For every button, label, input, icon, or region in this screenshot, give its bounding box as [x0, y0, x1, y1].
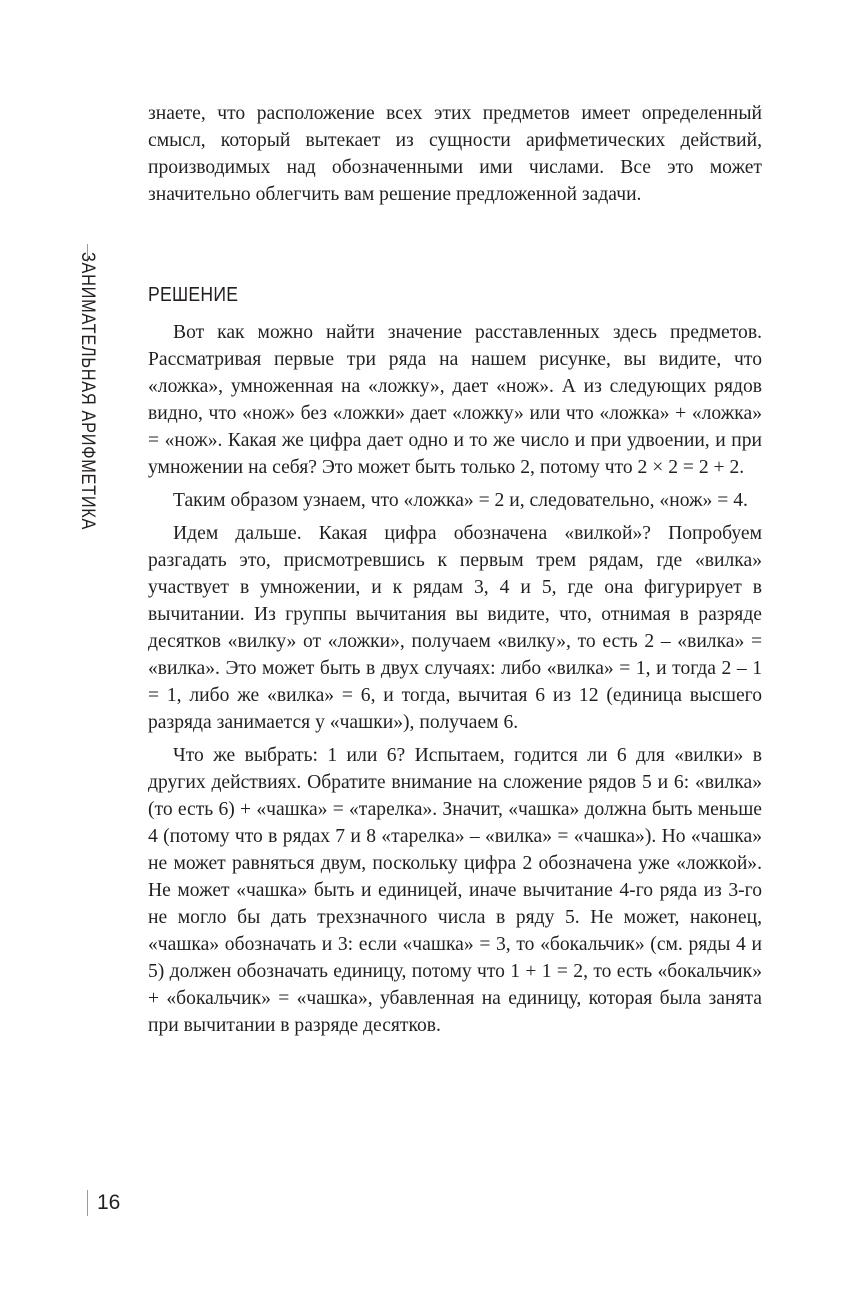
- paragraph-2: Таким образом узнаем, что «ложка» = 2 и, следовательно, «нож» = 4.: [173, 490, 748, 511]
- page-number: 16: [97, 1191, 121, 1214]
- page-number-rule: [87, 1190, 88, 1216]
- paragraph-3: Идем дальше. Какая цифра обозначена «вилкой»? Попробуем разгадать это, присмотревшись к первым трем рядам, где «вилка» участвует в умножении, и к рядам 3, 4 и 5, где она фигурирует в вычитании. Из группы вычитания вы видите, что, отнимая в разряде десятков «вилку» от «ложки», получаем «вилку», то есть 2 – «вилка» = «вилка». Это может быть в двух случаях: либо «вилка» = 1, и тогда 2 – 1 = 1, либо же «вилка» = 6, и тогда, вычитая 6 из 12 (единица высшего разряда занимается у «чашки»), получаем 6.: [148, 523, 762, 733]
- paragraph-4: Что же выбрать: 1 или 6? Испытаем, годится ли 6 для «вилки» в других действиях. Обратите внимание на сложение рядов 5 и 6: «вилка» (то есть 6) + «чашка» = «тарелка». Значит, «чашка» должна быть меньше 4 (потому что в рядах 7 и 8 «тарелка» – «вилка» = «чашка»). Но «чашка» не может равняться двум, поскольку цифра 2 обозначена уже «ложкой». Не может «чашка» быть и единицей, иначе вычитание 4-го ряда из 3-го не могло бы дать трехзначного числа в ряду 5. Не может, наконец, «чашка» обозначать и 3: если «чашка» = 3, то «бокальчик» (см. ряды 4 и 5) должен обозначать единицу, потому что 1 + 1 = 2, то есть «бокальчик» + «бокальчик» = «чашка», убавленная на единицу, которая была занята при вычитании в разряде десятков.: [148, 745, 762, 1036]
- body-text: [148, 319, 762, 1045]
- section-heading: РЕШЕНИЕ: [148, 284, 239, 306]
- intro-paragraph: знаете, что расположение всех этих предметов имеет определенный смысл, который вытекает из сущности арифметических действий, производимых над обозначенными ими числами. Все это может значительно облегчить вам решение предложенной задачи.: [148, 103, 762, 205]
- intro-block: [148, 100, 762, 214]
- paragraph-1: Вот как можно найти значение расставленных здесь предметов. Рассматривая первые три ряда на нашем рисунке, вы видите, что «ложка», умноженная на «ложку», дает «нож». А из следующих рядов видно, что «нож» без «ложки» дает «ложку» или что «ложка» + «ложка» = «нож». Какая же цифра дает одно и то же число и при удвоении, и при умножении на себя? Это может быть только 2, потому что 2 × 2 = 2 + 2.: [148, 322, 762, 478]
- running-title: ЗАНИМАТЕЛЬНАЯ АРИФМЕТИКА: [77, 252, 98, 531]
